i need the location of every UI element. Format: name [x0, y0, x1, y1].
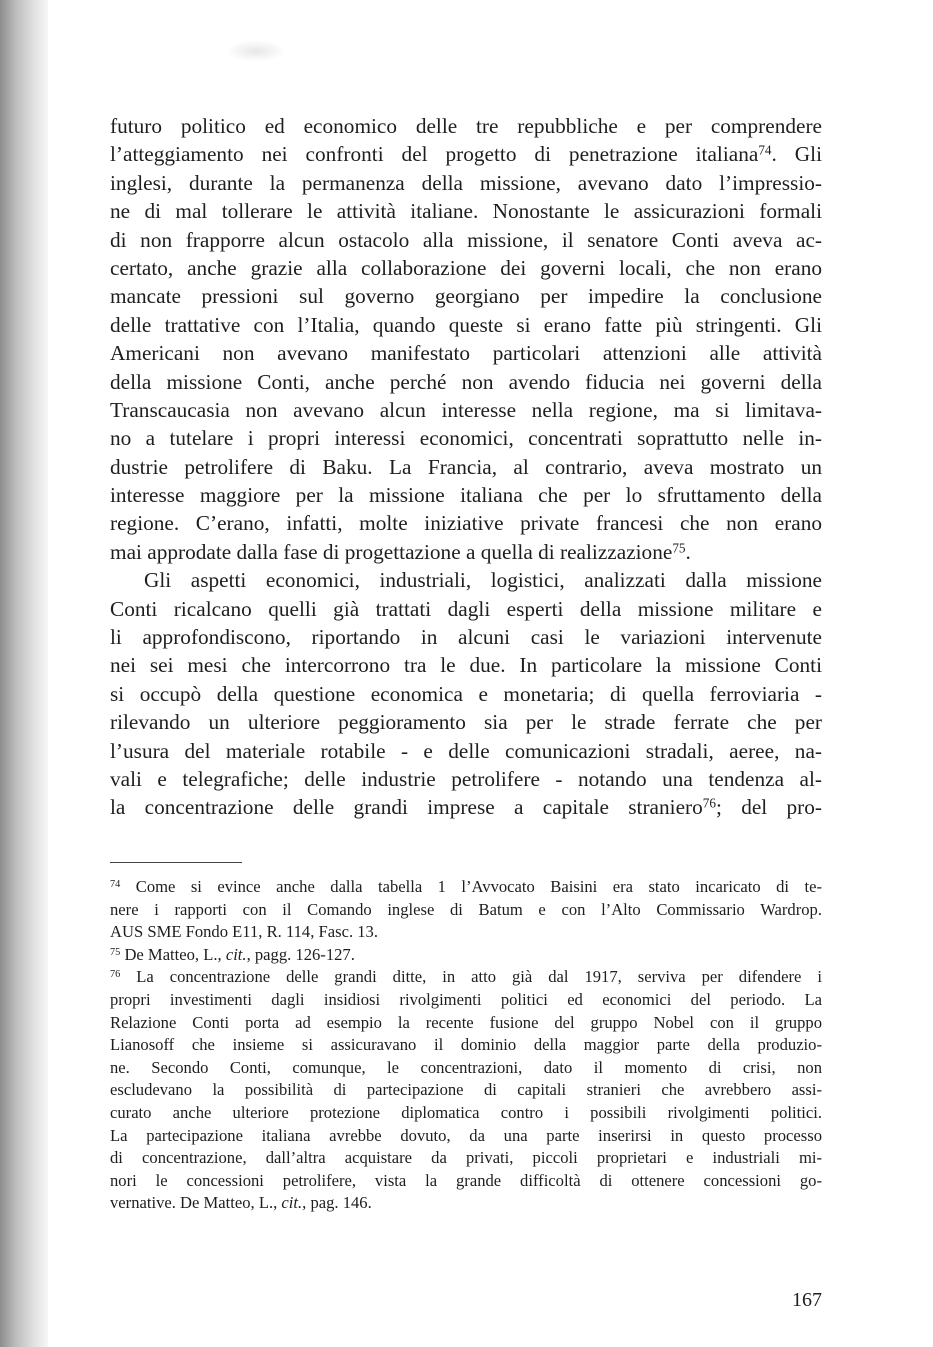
body-line-text: . Gli [771, 142, 822, 167]
body-line: della missione Conti, anche perché non avendo fiducia nei governi della [110, 369, 822, 394]
footnote-75-line [110, 944, 822, 967]
footnote-text: , pagg. 126-127. [246, 944, 355, 964]
body-line-text: l’atteggiamento nei confronti del progetto di penetrazione italiana [110, 142, 759, 167]
body-line: mancate pressioni sul governo georgiano per impedire la conclusione [110, 284, 822, 309]
page-number: 167 [792, 1289, 822, 1311]
body-line-text: ; del pro- [715, 795, 822, 820]
body-line: l’usura del materiale rotabile - e delle comunicazioni stradali, aeree, na- [110, 738, 822, 763]
footnote-cit: cit. [281, 1193, 303, 1213]
scan-binding-shadow [0, 0, 48, 1347]
body-line-text: mai approdate dalla fase di progettazione a quella di realizzazione [110, 539, 673, 564]
footnote-ref-74[interactable]: 74 [758, 142, 772, 158]
footnote-number-75: 75 [110, 946, 121, 958]
footnote-cit: cit. [225, 944, 247, 964]
footnote-76-line: escludevano la possibilità di partecipazione di capitali stranieri che avrebbero assi- [110, 1080, 822, 1100]
footnote-76-line: propri investimenti dagli insidiosi rivolgimenti politici ed economici del periodo. La [110, 989, 822, 1009]
footnote-76-line [110, 1192, 822, 1215]
footnote-74-line [110, 876, 822, 899]
footnote-74-line: AUS SME Fondo E11, R. 114, Fasc. 13. [110, 922, 378, 942]
body-line: di non frapporre alcun ostacolo alla missione, il senatore Conti aveva ac- [110, 227, 822, 252]
body-line-text: . [685, 539, 691, 564]
body-line: li approfondiscono, riportando in alcuni casi le variazioni intervenute [110, 625, 822, 650]
body-text [110, 112, 822, 822]
footnotes [110, 876, 822, 1215]
body-line: no a tutelare i propri interessi economici, concentrati soprattutto nelle in- [110, 426, 822, 451]
body-line: interesse maggiore per la missione italiana che per lo sfruttamento della [110, 483, 822, 508]
footnote-text: , pag. 146. [302, 1193, 372, 1213]
footnote-76-line: ne. Secondo Conti, comunque, le concentrazioni, dato il momento di crisi, non [110, 1057, 822, 1077]
scan-smudge [226, 40, 286, 62]
footnote-text: Come si evince anche dalla tabella 1 l’Avvocato Baisini era stato incaricato di te- [135, 877, 822, 896]
body-line: nei sei mesi che intercorrono tra le due. In particolare la missione Conti [110, 653, 822, 678]
body-line: futuro politico ed economico delle tre repubbliche e per comprendere [110, 114, 822, 138]
footnote-76-line [110, 966, 822, 989]
footnote-text: De Matteo, L., [124, 944, 226, 964]
body-line: Gli aspetti economici, industriali, logistici, analizzati dalla missione [144, 568, 822, 593]
body-line [110, 793, 822, 821]
body-line: si occupò della questione economica e monetaria; di quella ferroviaria - [110, 681, 822, 706]
footnote-76-line: di concentrazione, dall’altra acquistare da privati, piccoli proprietari e industriali mi- [110, 1148, 822, 1168]
body-line: rilevando un ulteriore peggioramento sia per le strade ferrate che per [110, 710, 822, 735]
body-line: certato, anche grazie alla collaborazione dei governi locali, che non erano [110, 255, 822, 280]
body-line: inglesi, durante la permanenza della missione, avevano dato l’impressio- [110, 170, 822, 195]
footnote-76-line: Lianosoff che insieme si assicuravano il dominio della maggior parte della produzio- [110, 1035, 822, 1055]
footnote-76-line: nori le concessioni petrolifere, vista la grande difficoltà di ottenere concessioni go- [110, 1170, 822, 1190]
footnote-text: vernative. De Matteo, L., [110, 1193, 282, 1213]
footnote-76-line: Relazione Conti porta ad esempio la recente fusione del gruppo Nobel con il gruppo [110, 1012, 822, 1032]
footnote-separator [110, 862, 242, 863]
footnote-74-line: nere i rapporti con il Comando inglese di Batum e con l’Alto Commissario Wardrop. [110, 899, 822, 919]
footnote-ref-75[interactable]: 75 [672, 540, 686, 556]
body-line: Conti ricalcano quelli già trattati dagli esperti della missione militare e [110, 596, 822, 621]
footnote-text: La concentrazione delle grandi ditte, in atto già dal 1917, serviva per difendere i [136, 967, 822, 987]
body-line [110, 538, 822, 566]
body-line: ne di mal tollerare le attività italiane. Nonostante le assicurazioni formali [110, 199, 822, 224]
body-line [110, 140, 822, 168]
body-line: Transcaucasia non avevano alcun interesse nella regione, ma si limitava- [110, 397, 822, 422]
footnote-76-line: La partecipazione italiana avrebbe dovuto, da una parte inserirsi in questo processo [110, 1125, 822, 1145]
body-line: delle trattative con l’Italia, quando queste si erano fatte più stringenti. Gli [110, 312, 822, 337]
body-line: Americani non avevano manifestato particolari attenzioni alle attività [110, 341, 822, 366]
body-line: regione. C’erano, infatti, molte iniziative private francesi che non erano [110, 511, 822, 536]
body-line: vali e telegrafiche; delle industrie petrolifere - notando una tendenza al- [110, 766, 822, 791]
footnote-number-74: 74 [110, 878, 121, 890]
body-line: dustrie petrolifere di Baku. La Francia, al contrario, aveva mostrato un [110, 454, 822, 479]
footnote-76-line: curato anche ulteriore protezione diplomatica contro i possibili rivolgimenti politici. [110, 1102, 822, 1122]
body-line-text: la concentrazione delle grandi imprese a capitale straniero [110, 795, 703, 820]
footnote-number-76: 76 [110, 969, 121, 981]
footnote-ref-76[interactable]: 76 [702, 795, 716, 811]
